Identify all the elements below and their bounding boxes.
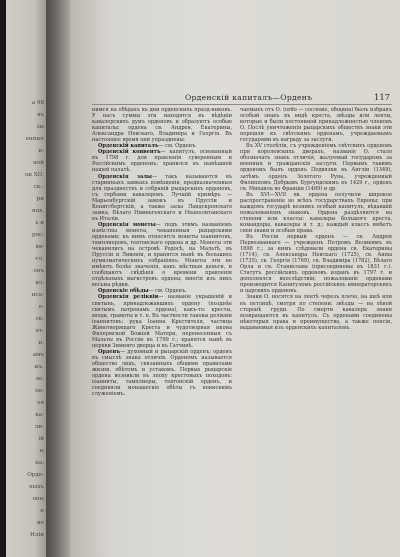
- facing-page-line: вл.: [35, 280, 44, 286]
- article-paragraph: [92, 174, 232, 222]
- article-paragraph: [92, 294, 232, 348]
- facing-page-line: а 98: [31, 100, 44, 106]
- facing-page-line: ыъ,: [34, 364, 44, 370]
- facing-page-line: н: [40, 508, 44, 514]
- facing-page-line: ет-: [35, 328, 44, 334]
- facing-page-line: зы: [36, 124, 44, 130]
- book-gutter: [46, 0, 70, 557]
- header-title: Орденскій капиталъ—Орденъ: [185, 93, 313, 102]
- facing-page-line: ск.: [35, 316, 44, 322]
- facing-page-line: ен-: [35, 388, 44, 394]
- facing-page-line: ле.: [35, 376, 44, 382]
- article-paragraph: [240, 143, 392, 191]
- entry-heading: Орденскій конвентъ: [98, 149, 161, 156]
- header-rule: [92, 104, 392, 105]
- facing-page-line: ныхъ: [29, 484, 44, 490]
- article-paragraph: [240, 107, 392, 143]
- entry-text: Въ XV столѣтіи, съ учрежденіемъ свѣтскихъ орденовъ при королевскихъ дворахъ, названіе О. стало обозначать знакъ отличія, жалуемый государемъ за военныя и гражданскія заслуги. Первымъ такимъ орденомъ былъ орденъ Подвязки въ Англіи (1349), затѣмъ орденъ Золотого Руна, учрежденный Филиппомъ Добрымъ Бургундскимъ въ 1429 г., орденъ св. Михаила во Франціи (1469) и др.: [240, 143, 392, 192]
- facing-page-line: ь и: [35, 220, 44, 226]
- facing-page-line: Иліи: [30, 532, 44, 538]
- facing-page-line: -го,: [34, 256, 44, 262]
- entry-text: — см. Орденъ.: [158, 143, 197, 150]
- entry-heading: Орденскія залы: [98, 173, 152, 180]
- facing-page-line: на.: [35, 460, 44, 466]
- right-text-column: [240, 107, 392, 547]
- entry-text: — капитулъ, основанный въ 1798 г. для правленія суверенным и Россійскимъ орденомъ; хранился въ нынѣшней нашей палатѣ.: [92, 149, 232, 174]
- article-paragraph: [92, 349, 232, 397]
- entry-text: Знаки О. носятся на лентѣ черезъ плечо, на шеѣ или въ петлицѣ, смотря по степени; звѣзды — на лѣвой сторонѣ груди. По смерти кавалера знаки возвращаются въ капитулъ. Съ орденами соединены нѣкоторыя права и преимущества, а также пенсіи, выдаваемыя изъ орденскихъ капиталовъ.: [240, 294, 392, 331]
- entry-heading: Орденскія реліквіи: [98, 294, 159, 301]
- facing-page-line: Орде-: [27, 472, 44, 478]
- article-paragraph: [92, 107, 232, 143]
- article-paragraph: [240, 192, 392, 234]
- entry-text: — названіе украшеній и святынь, принадлежавшихъ ордену (позднѣе святымъ патронамъ ордена), какъ-то: кресты, мощи, грамоты и т. п. Въ частности таковы реліквіи іоаннитовъ: рука Іоанна Крестителя, частица Животворящаго Креста и чудотворная икона Филермской Божіей Матери, перенесенныя съ Мальты въ Россію въ 1799 г.; хранятся нынѣ въ церкви Зимняго дворца и въ Гатчинѣ.: [92, 294, 232, 349]
- entry-text: Въ Россіи первый орденъ — св. Андрея Первозваннаго — учрежденъ Петромъ Великимъ въ 1698 г.; за нимъ слѣдовали ордена св. Екатерины (1714), св. Александра Невскаго (1725), св. Анны (1735), св. Георгія (1769), св. Владиміра (1782), Бѣлаго Орла и св. Станислава (присоединены въ 1831 г.). Статутъ россійскихъ орденовъ изданъ въ 1797 г. и дополнялся впослѣдствіи; пожалованіе орденами производится Капитуломъ россійскихъ императорскихъ и царскихъ орденовъ.: [240, 233, 392, 295]
- facing-page-line: въ: [37, 112, 44, 118]
- article-paragraph: [240, 294, 392, 330]
- facing-page-line: ной: [33, 160, 44, 166]
- facing-page-line: е-: [38, 304, 44, 310]
- facing-page-line: онъ: [33, 268, 44, 274]
- entry-text: нимся на обѣдахъ въ дни орденскихъ празд-никовъ. У насъ суммы эти находятся въ вѣдѣніи кавалерскихъ думъ орденовъ и образуютъ особые капиталы: ордена св. Андрея, Екатерины, Александра Невскаго, Владиміра и Георгія. Въ настоящее время они упразднены.: [92, 107, 232, 144]
- facing-page-line: амъ: [32, 352, 44, 358]
- left-text-column: [92, 107, 232, 547]
- facing-page-line: ли-: [34, 424, 44, 430]
- entry-text: Въ XVI—XVII вв. ордена получили широкое распространеніе во всѣхъ государствахъ Европы; при каждомъ государѣ возникъ особый капитулъ, вѣдавшій пожалованіемъ знаковъ. Ордена раздѣляются на степени или классы: кавалеры большого креста, командоры, кавалеры и т. д.; каждый классъ имѣетъ свои знаки и особыя права.: [240, 191, 392, 234]
- facing-page-line: нах.: [32, 208, 44, 214]
- facing-page-line: ои XII,: [24, 172, 44, 178]
- facing-page-line: ри: [36, 196, 44, 202]
- facing-page-line: ие: [36, 520, 44, 526]
- entry-text: — такъ называются въ старинныхъ замкахъ помѣщенія, предназначенныя для празднествъ и собраній рыцарскихъ орденовъ, съ гербами кавалеровъ. Лучшій примѣръ — Марьенбургскій замокъ въ Пруссіи и Кенигсбергскій, а также залы Ландскронскаго замка, Бѣлаго Нимвегенскаго и Неаполитанскаго въ Италіи.: [92, 173, 232, 222]
- entry-heading: Орденъ: [98, 348, 121, 355]
- facing-page-line: ск.-: [33, 184, 44, 190]
- facing-page-line: ея: [37, 400, 44, 406]
- facing-page-fragment: [6, 0, 46, 557]
- entry-heading: Орденскія монеты: [98, 221, 156, 228]
- facing-page-line: ій: [38, 436, 44, 442]
- facing-page-line: яв-: [35, 244, 44, 250]
- entry-text: — духовный и рыцарскій орденъ; орденъ въ смыслѣ знака отличія. Орденомъ называется общество лицъ, связанныхъ общими правилами жизни, обѣтомъ и уставомъ. Первые рыцарскіе ордена возникли въ эпоху крестовыхъ походовъ: іоанниты, тамплиеры, тевтонскій орденъ, и соединяли монашескіе обѣты съ воинскимъ служеніемъ.: [92, 348, 232, 398]
- facing-page-line: и:: [38, 148, 44, 154]
- entry-text: чаемыхъ отъ О. (ordo — сословіе, община) былъ избранъ особый знакъ въ видѣ креста, звѣзды или ленты, которые и были постоянной принадлежностью членовъ О. Послѣ уничтоженія рыцарскихъ обществъ знаки эти перешли къ свѣтскимъ орденамъ, учреждаемымъ государями въ награду за заслуги.: [240, 107, 392, 144]
- article-paragraph: [92, 149, 232, 173]
- article-paragraph: [240, 234, 392, 294]
- article-paragraph: [92, 222, 232, 289]
- facing-page-line: рос-: [32, 232, 44, 238]
- entry-text: — см. Орденъ.: [148, 288, 187, 295]
- facing-page-line: иса-: [31, 292, 44, 298]
- page-number: 117: [374, 92, 390, 102]
- facing-page-line: оны: [32, 496, 44, 502]
- facing-page-line: ка-: [35, 412, 44, 418]
- entry-heading: Орденскіе обѣды: [98, 288, 149, 295]
- entry-text: — подъ этимъ названіемъ извѣстны монеты, чеканенныя рыцарскими орденами; къ нимъ относятся монеты іоаннитовъ, тамплиеровъ, тевтонскаго ордена и др. Монеты эти чеканились на островѣ Родосѣ, на Мальтѣ, въ Пруссіи и Ливоніи, и хранятся нынѣ въ большихъ нумизматическихъ собраніяхъ. Монеты эти не имѣютъ болѣе значенія, какъ мѣстныя деньги, и сообщаютъ свѣдѣнія о времени правленія отдѣльныхъ магистровъ ордена; многія изъ нихъ весьма рѣдки.: [92, 221, 232, 289]
- facing-page-line: ы: [39, 448, 44, 454]
- entry-heading: Орденскій капиталъ: [98, 143, 159, 150]
- facing-page-line: енных: [25, 136, 44, 142]
- facing-page-line: и,: [38, 340, 44, 346]
